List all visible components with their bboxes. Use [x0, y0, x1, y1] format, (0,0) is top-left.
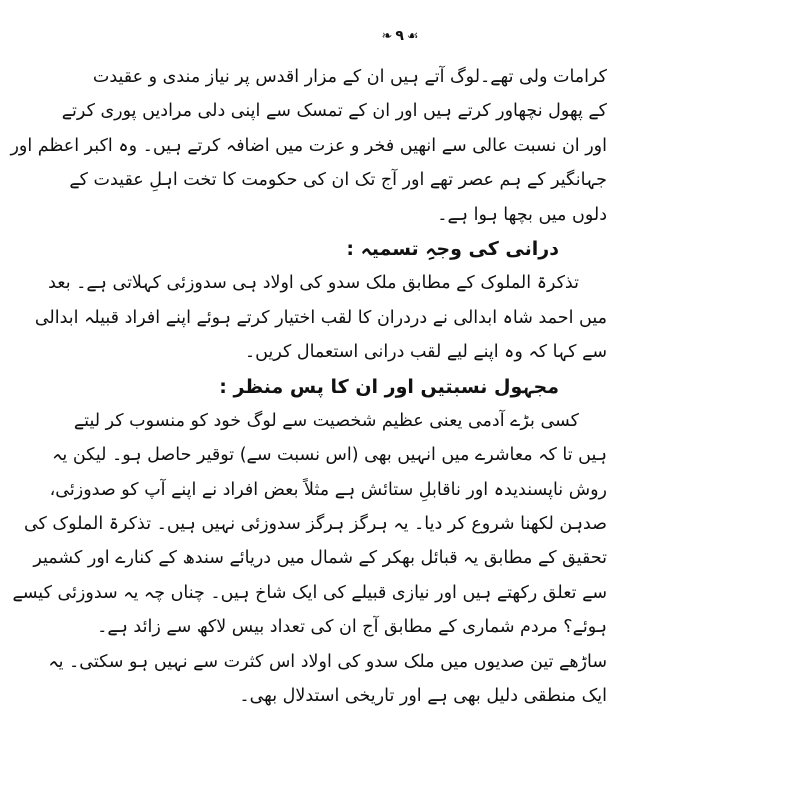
text-line: ہوئے؟ مردم شماری کے مطابق آج ان کی تعداد بیس لاکھ سے زائد ہے۔ — [97, 617, 607, 638]
text-line: اور ان نسبت عالی سے انھیں فخر و عزت میں اضافہ کرتے ہیں۔ وہ اکبر اعظم اور — [10, 135, 607, 156]
text-line: کے پھول نچھاور کرتے ہیں اور ان کے تمسک سے اپنی دلی مرادیں پوری کرتے — [61, 101, 607, 122]
text-line: دلوں میں بچھا ہوا ہے۔ — [437, 204, 607, 225]
text-line: روش ناپسندیدہ اور ناقابلِ ستائش ہے مثلاً بعض افراد نے اپنے آپ کو صدوزئی، — [49, 479, 607, 500]
page-number: ۹ — [395, 28, 404, 44]
text-line: تذکرۃ الملوک کے مطابق ملک سدو کی اولاد ہی سدوزئی کہلاتی ہے۔ بعد — [48, 273, 579, 294]
text-line: میں احمد شاہ ابدالی نے دردران کا لقب اختیار کرتے ہوئے اپنے افراد قبیلہ ابدالی — [34, 307, 607, 328]
text-line: سے کہا کہ وہ اپنے لیے لقب درانی استعمال کریں۔ — [244, 342, 607, 363]
ornament-left-icon: ❧ — [381, 29, 393, 44]
text-line: کرامات ولی تھے۔لوگ آتے ہیں ان کے مزار اقدس پر نیاز مندی و عقیدت — [92, 67, 607, 87]
text-line: سے تعلق رکھتے ہیں اور نیازی قبیلے کی ایک شاخ ہیں۔ چناں چہ یہ سدوزئی کیسے — [12, 582, 607, 603]
ornament-right-icon: ☙ — [406, 29, 419, 44]
text-line: تحقیق کے مطابق یہ قبائل بھکر کے شمال میں دریائے سندھ کے کنارے اور کشمیر — [33, 548, 607, 569]
text-line: جہانگیر کے ہم عصر تھے اور آج تک ان کی حکومت کا تخت اہلِ عقیدت کے — [69, 170, 607, 191]
body-text — [10, 60, 607, 713]
text-line: کسی بڑے آدمی یعنی عظیم شخصیت سے لوگ خود کو منسوب کر لیتے — [73, 410, 579, 431]
text-line: صدہن لکھنا شروع کر دیا۔ یہ ہرگز ہرگز سدوزئی نہیں ہیں۔ تذکرۃ الملوک کی — [23, 514, 607, 535]
text-line: ہیں تا کہ معاشرے میں انہیں بھی (اس نسبت سے) توقیر حاصل ہو۔ لیکن یہ — [52, 445, 607, 466]
section-heading-nisbatein: مجہول نسبتیں اور ان کا پس منظر : — [219, 375, 559, 398]
page-number-header — [0, 28, 800, 44]
text-line: ایک منطقی دلیل بھی ہے اور تاریخی استدلال بھی۔ — [239, 686, 607, 707]
text-line: ساڑھے تین صدیوں میں ملک سدو کی اولاد اس کثرت سے نہیں ہو سکتی۔ یہ — [48, 651, 607, 672]
section-heading-durrani: درانی کی وجہِ تسمیہ : — [346, 237, 559, 260]
